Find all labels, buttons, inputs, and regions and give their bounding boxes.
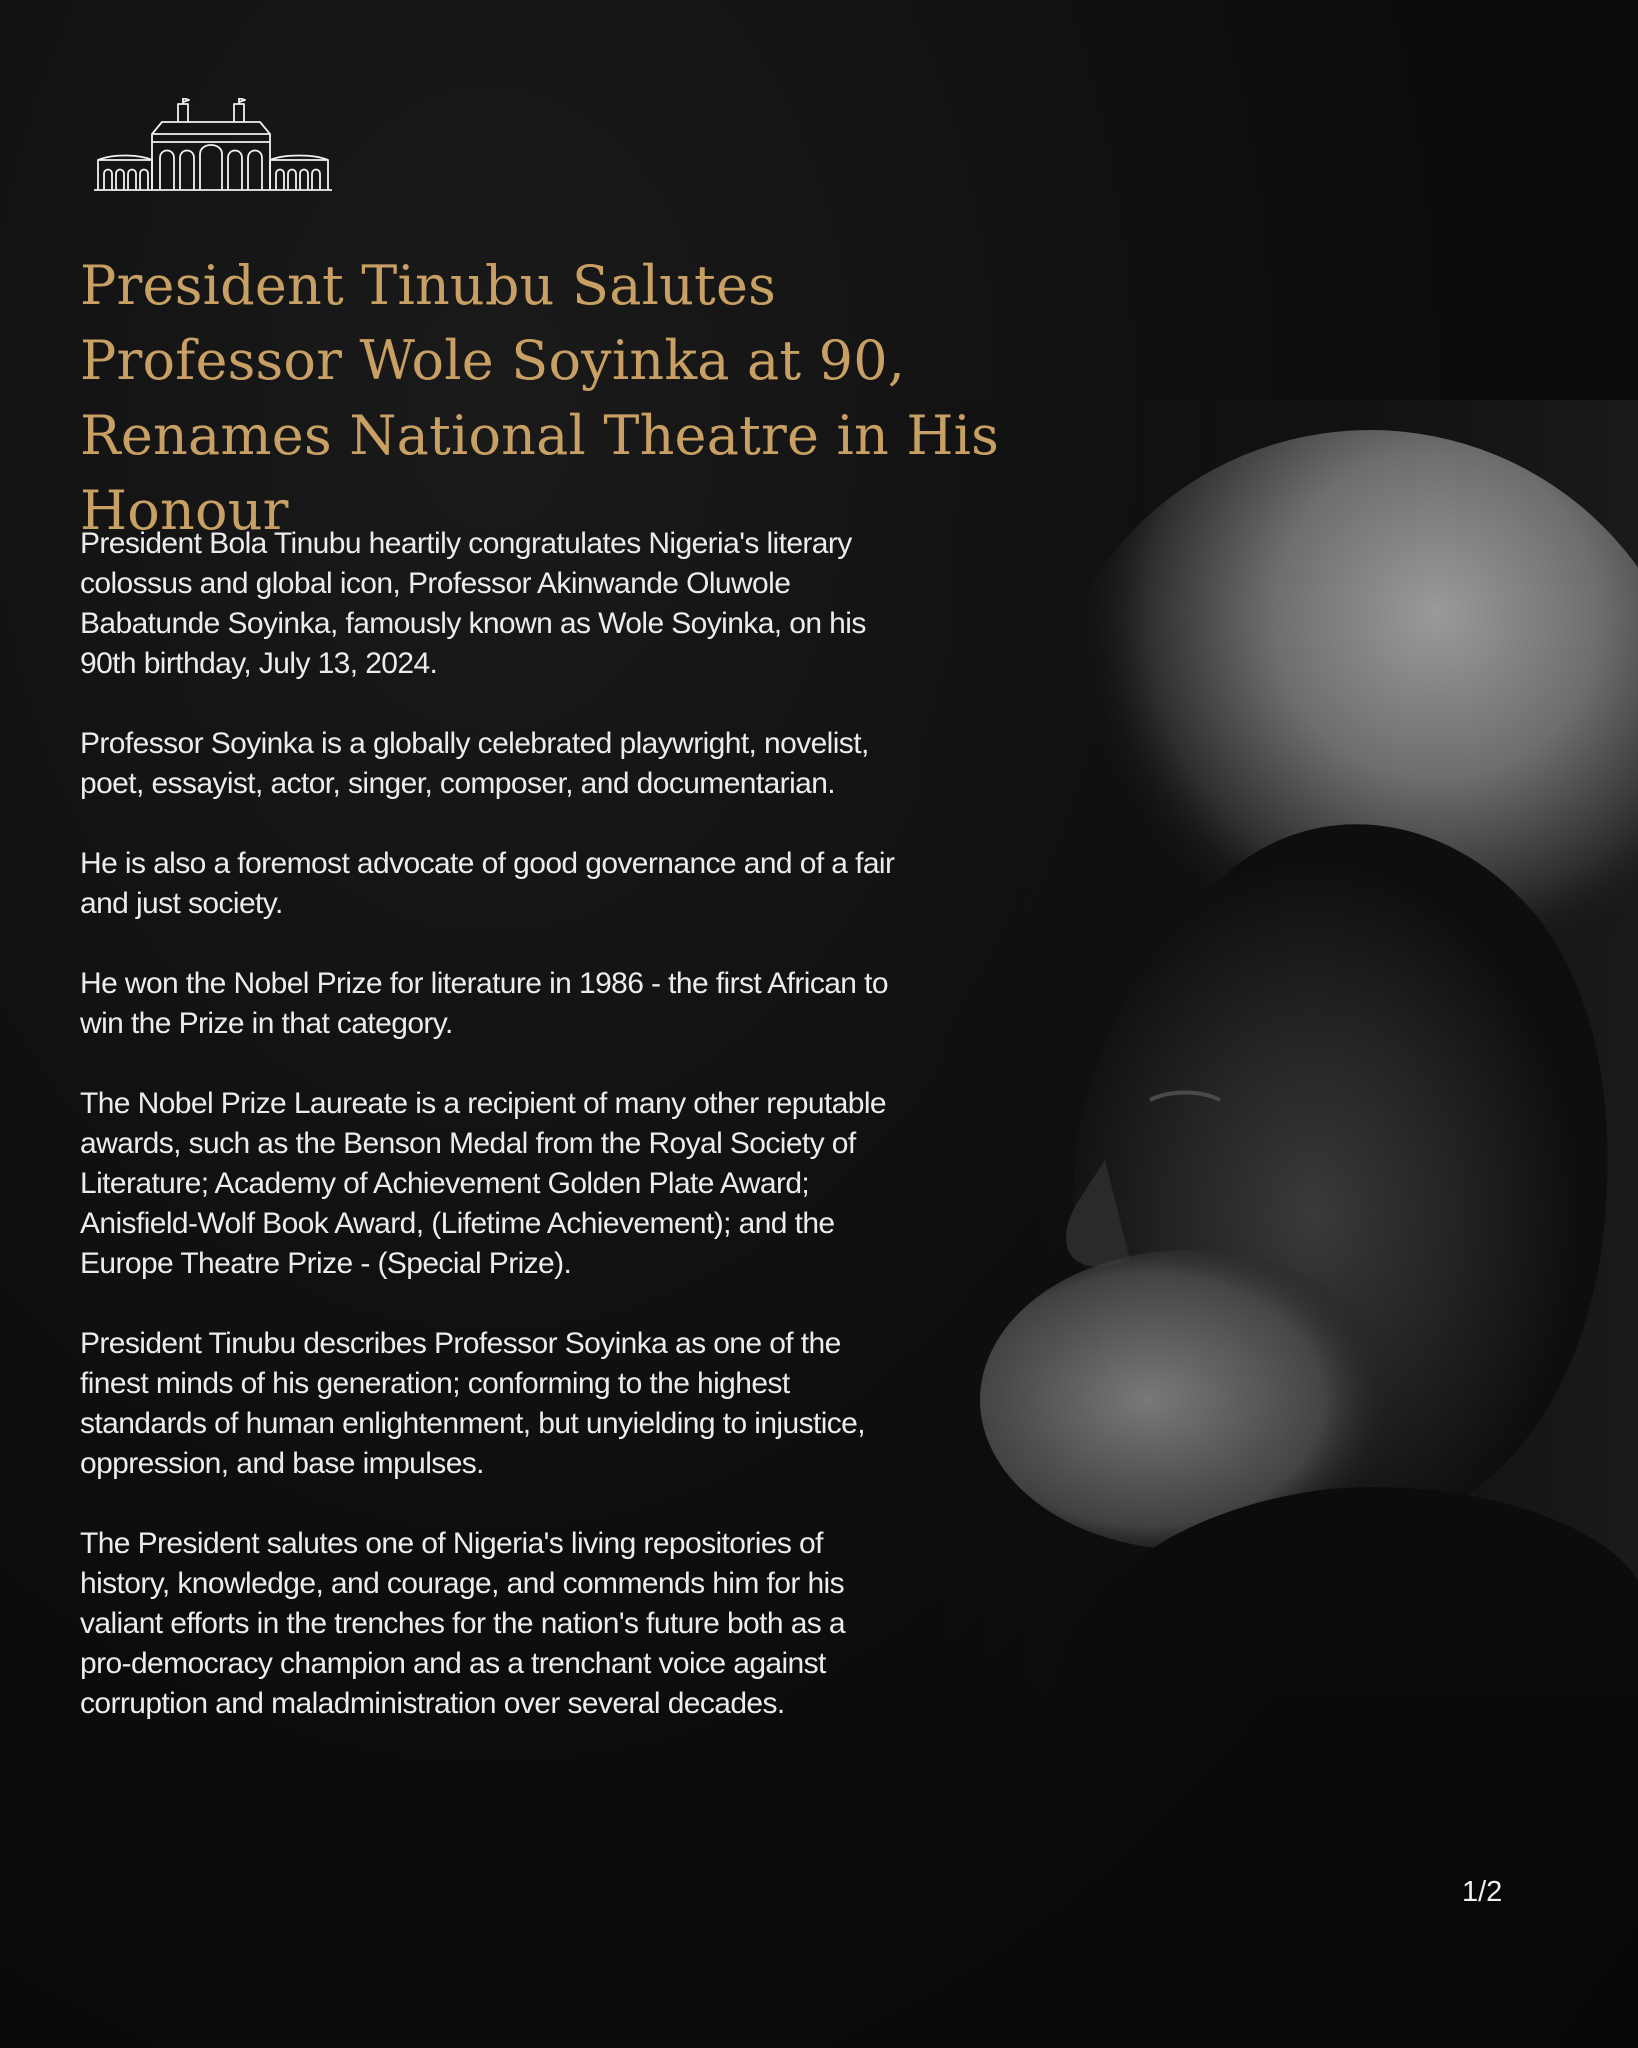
portrait-photo xyxy=(900,400,1638,1695)
logo xyxy=(92,98,334,196)
paragraph-salute: The President salutes one of Nigeria's living repositories of history, knowledge, and courage, and commends him for his valiant efforts in the trenches for the nation's future both as a pro-democracy champion and as a trenchant voice against corruption and maladministration over several decades. xyxy=(80,1527,845,1720)
headline: President Tinubu Salutes Professor Wole Soyinka at 90, Renames National Theatre in His Honour xyxy=(80,254,1000,542)
paragraph-birthday-greeting: President Bola Tinubu heartily congratulates Nigeria's literary colossus and global icon, Professor Akinwande Oluwole Babatunde Soyinka, famously known as Wole Soyinka, on his 90th birthday, July 13, 2024. xyxy=(80,527,866,680)
portrait-illustration xyxy=(900,400,1638,1695)
paragraph-professions: Professor Soyinka is a globally celebrated playwright, novelist, poet, essayist, actor, singer, composer, and documentarian. xyxy=(80,727,869,800)
paragraph-awards: The Nobel Prize Laureate is a recipient of many other reputable awards, such as the Benson Medal from the Royal Society of Literature; Academy of Achievement Golden Plate Award; Anisfield-Wolf Book Award, (Lifetime Achievement); and the Europe Theatre Prize - (Special Prize). xyxy=(80,1087,887,1280)
page-indicator: 1/2 xyxy=(1462,1876,1503,1908)
national-theatre-building-icon xyxy=(92,98,334,196)
paragraph-finest-minds: President Tinubu describes Professor Soyinka as one of the finest minds of his generation; conforming to the highest standards of human enlightenment, but unyielding to injustice, oppression, and base impulses. xyxy=(80,1327,865,1480)
article-body xyxy=(80,524,900,1724)
paragraph-nobel-prize: He won the Nobel Prize for literature in 1986 - the first African to win the Prize in that category. xyxy=(80,967,888,1040)
paragraph-advocacy: He is also a foremost advocate of good governance and of a fair and just society. xyxy=(80,847,895,920)
